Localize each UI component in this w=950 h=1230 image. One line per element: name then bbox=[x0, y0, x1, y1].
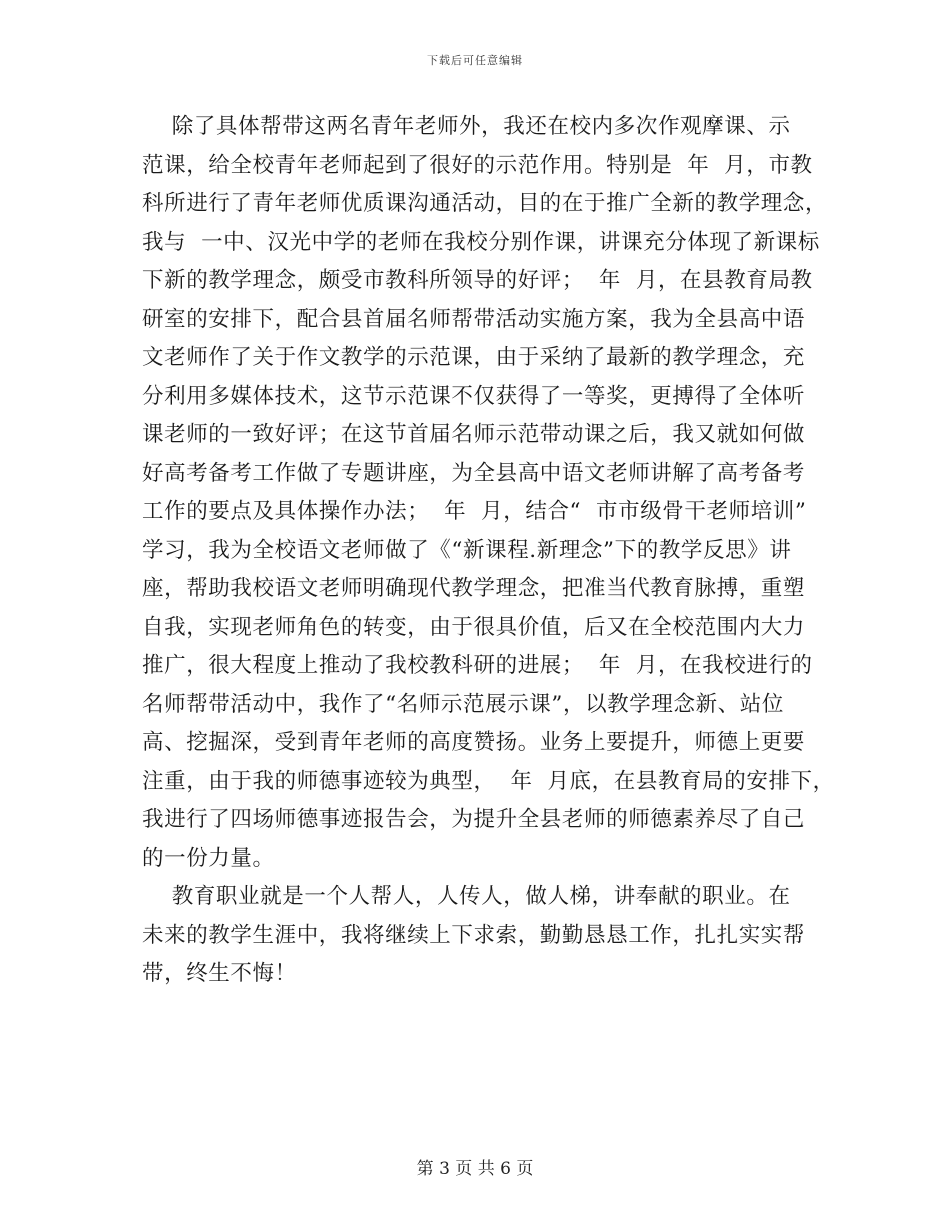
text-line: 我与 一中、汉光中学的老师在我校分别作课，讲课充分体现了新课标 bbox=[142, 229, 820, 255]
text-line: 文老师作了关于作文教学的示范课，由于采纳了最新的教学理念，充 bbox=[142, 345, 806, 370]
text-line: 注重，由于我的师德事迹较为典型， 年 月底，在县教育局的安排下， bbox=[142, 768, 835, 794]
text-line: 除了具体帮带这两名青年老师外，我还在校内多次作观摩课、示 bbox=[142, 114, 791, 139]
text-line: 的一份力量。 bbox=[142, 845, 275, 871]
text-line: 教育职业就是一个人帮人，人传人，做人梯，讲奉献的职业。在 bbox=[142, 884, 791, 909]
page-footer: 第 3 页 共 6 页 bbox=[416, 1159, 534, 1179]
page-header: 下载后可任意编辑 bbox=[427, 54, 523, 67]
text-line: 研室的安排下，配合县首届名师帮带活动实施方案，我为全县高中语 bbox=[142, 306, 806, 332]
text-line: 我进行了四场师德事迹报告会，为提升全县老师的师德素养尽了自己 bbox=[142, 807, 806, 832]
text-line: 范课，给全校青年老师起到了很好的示范作用。特别是 年 月，市教 bbox=[142, 152, 813, 178]
text-line: 高、挖掘深，受到青年老师的高度赞扬。业务上要提升，师德上更要 bbox=[142, 730, 806, 755]
text-line: 分利用多媒体技术，这节示范课不仅获得了一等奖，更搏得了全体听 bbox=[142, 383, 806, 409]
text-line: 自我，实现老师角色的转变，由于很具价值，后又在全校范围内大力 bbox=[142, 614, 806, 640]
text-line: 学习，我为全校语文老师做了《“新课程.新理念”下的教学反思》讲 bbox=[142, 537, 792, 563]
text-line: 工作的要点及具体操作办法； 年 月，结合“ 市市级骨干老师培训” bbox=[142, 499, 807, 524]
text-line: 带，终生不悔！ bbox=[142, 961, 297, 986]
text-line: 座，帮助我校语文老师明确现代教学理念，把准当代教育脉搏，重塑 bbox=[142, 576, 806, 601]
document-body bbox=[142, 108, 835, 994]
text-line: 课老师的一致好评；在这节首届名师示范带动课之后，我又就如何做 bbox=[142, 422, 806, 447]
text-line: 科所进行了青年老师优质课沟通活动，目的在于推广全新的教学理念， bbox=[142, 191, 828, 216]
text-line: 好高考备考工作做了专题讲座，为全县高中语文老师讲解了高考备考 bbox=[142, 460, 806, 486]
text-line: 推广，很大程度上推动了我校教科研的进展； 年 月，在我校进行的 bbox=[142, 653, 813, 678]
text-line: 下新的教学理念，颇受市教科所领导的好评； 年 月，在县教育局教 bbox=[142, 268, 813, 293]
text-line: 未来的教学生涯中，我将继续上下求索，勤勤恳恳工作，扎扎实实帮 bbox=[142, 922, 806, 948]
text-line: 名师帮带活动中，我作了“名师示范展示课”，以教学理念新、站位 bbox=[142, 691, 784, 717]
